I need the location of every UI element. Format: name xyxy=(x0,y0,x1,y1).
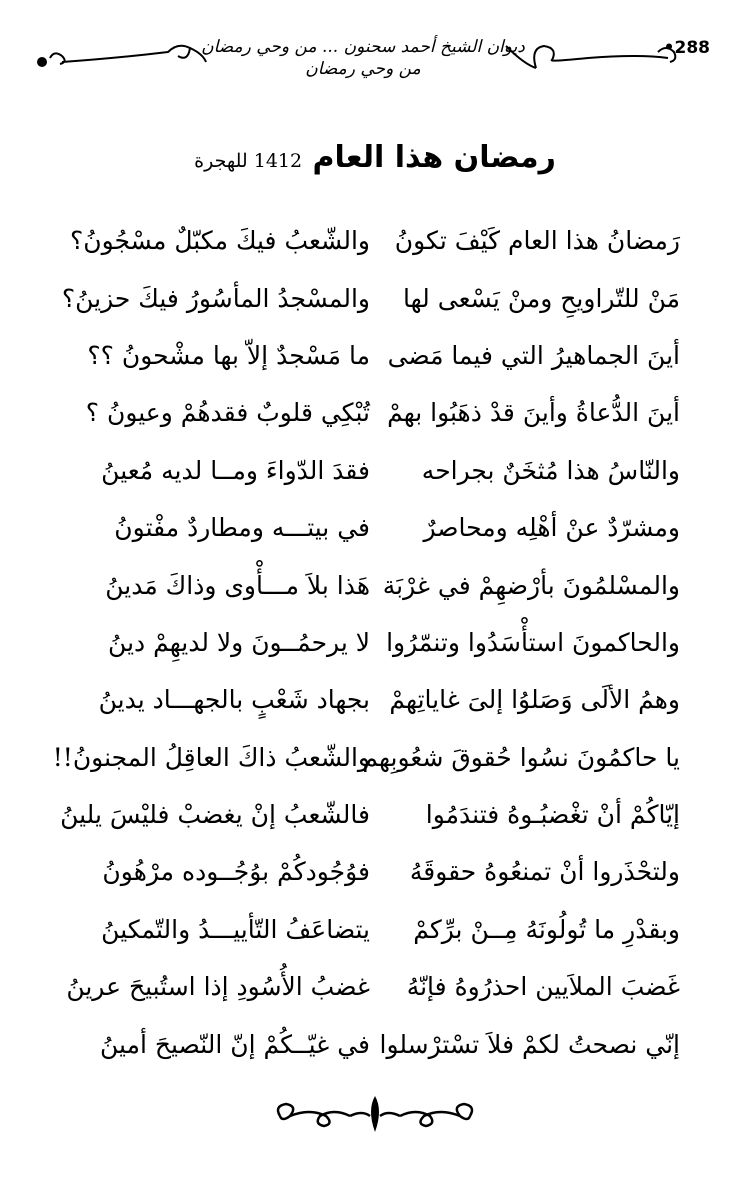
verse-first-hemistich: والنّاسُ هذا مُثخَنٌ بجراحه xyxy=(421,455,680,485)
verse-first-hemistich: أينَ الجماهيرُ التي فيما مَضى xyxy=(387,340,680,370)
verse xyxy=(80,556,680,613)
verse xyxy=(80,901,680,958)
verse-second-hemistich: ما مَسْجدٌ إلاّ بها مشْحونُ ؟؟ xyxy=(87,340,370,370)
verse-second-hemistich: غضبُ الأُسُودِ إذا استُبيحَ عرينُ xyxy=(66,972,370,1002)
verse xyxy=(66,958,680,1015)
running-title-line1: ديوان الشيخ أحمد سحنون ... من وحي رمضان xyxy=(201,37,525,57)
running-title-line2: من وحي رمضان xyxy=(305,59,421,79)
verse-second-hemistich: والمسْجدُ المأسُورُ فيكَ حزينُ؟ xyxy=(61,283,370,313)
verse-first-hemistich: أينَ الدُّعاةُ وأينَ قدْ ذهَبُوا بهمْ xyxy=(387,398,680,428)
poem-body xyxy=(52,212,680,1073)
verse xyxy=(61,269,680,326)
verse xyxy=(80,671,680,728)
verse xyxy=(80,843,680,900)
verse-first-hemistich: مَنْ للتّراويحِ ومنْ يَسْعى لها xyxy=(403,283,680,313)
verse-second-hemistich: فالشّعبُ إنْ يغضبْ فليْسَ يلينُ xyxy=(60,800,370,830)
verse xyxy=(60,786,680,843)
verse-first-hemistich: يا حاكمُونَ نسُوا حُقوقَ شعُوبِهم xyxy=(362,742,680,772)
verse-first-hemistich: والمسْلمُونَ بأرْضهِمْ في غرْبَة xyxy=(382,570,680,600)
verse-second-hemistich: يتضاعَفُ التّأييـــدُ والتّمكينُ xyxy=(101,914,370,944)
verse-second-hemistich: لا يرحمُــونَ ولا لديهِمْ دينُ xyxy=(108,627,370,657)
poem-title xyxy=(120,140,630,175)
verse-first-hemistich: غَضبَ الملاَيين احذرُوهُ فإنّهُ xyxy=(406,972,680,1002)
verse xyxy=(80,614,680,671)
footer-ornament xyxy=(270,1090,480,1140)
verse-second-hemistich: بجهاد شَعْبٍ بالجهـــاد يدينُ xyxy=(98,685,370,715)
verse-second-hemistich: فوُجُودكُمْ بوُجُــوده مرْهُونُ xyxy=(102,857,370,887)
verse-second-hemistich: تُبْكِي قلوبٌ فقدهُمْ وعيونُ ؟ xyxy=(85,398,370,428)
verse-first-hemistich: والحاكمونَ استأْسَدُوا وتنمّرُوا xyxy=(386,627,680,657)
verse xyxy=(80,499,680,556)
verse-first-hemistich: إنّي نصحتُ لكمْ فلاَ تسْترْسلوا xyxy=(379,1029,680,1059)
verse-first-hemistich: ولتحْذَروا أنْ تمنعُوهُ حقوقَهُ xyxy=(409,857,680,887)
page-header xyxy=(28,28,718,90)
verse xyxy=(80,384,680,441)
verse-first-hemistich: وهمُ الألَى وَصَلوُا إلىَ غاياتِهمْ xyxy=(389,685,680,715)
verse xyxy=(80,442,680,499)
verse-first-hemistich: وبقدْرِ ما تُولُونَهُ مِــنْ برِّكمْ xyxy=(413,914,680,944)
verse-first-hemistich: رَمضانُ هذا العام كَيْفَ تكونُ xyxy=(394,226,680,256)
poem-title-main: رمضان هذا العام xyxy=(312,140,556,175)
verse xyxy=(52,729,680,786)
verse-second-hemistich: في بيتـــه ومطاردٌ مفْتونُ xyxy=(114,513,370,543)
verse-first-hemistich: ومشرّدٌ عنْ أهْلِه ومحاصرٌ xyxy=(423,513,680,543)
verse-second-hemistich: والشّعبُ فيكَ مكبّلٌ مسْجُونُ؟ xyxy=(70,226,370,256)
verse xyxy=(70,212,680,269)
verse-second-hemistich: هَذا بلاَ مـــأْوى وذاكَ مَدينُ xyxy=(105,570,370,600)
verse-first-hemistich: إيّاكُمْ أنْ تغْضبُـوهُ فتندَمُوا xyxy=(425,800,680,830)
running-title xyxy=(198,36,528,80)
verse-second-hemistich: في غيّــكُمْ إنّ النّصيحَ أمينُ xyxy=(100,1029,370,1059)
page-number: •288 xyxy=(663,38,710,58)
verse-second-hemistich: فقدَ الدّواءَ ومــا لديه مُعينُ xyxy=(101,455,370,485)
verse xyxy=(80,327,680,384)
verse-second-hemistich: والشّعبُ ذاكَ العاقِلُ المجنونُ!! xyxy=(52,742,370,772)
poem-title-year: 1412 للهجرة xyxy=(194,150,303,172)
verse xyxy=(80,1015,680,1072)
